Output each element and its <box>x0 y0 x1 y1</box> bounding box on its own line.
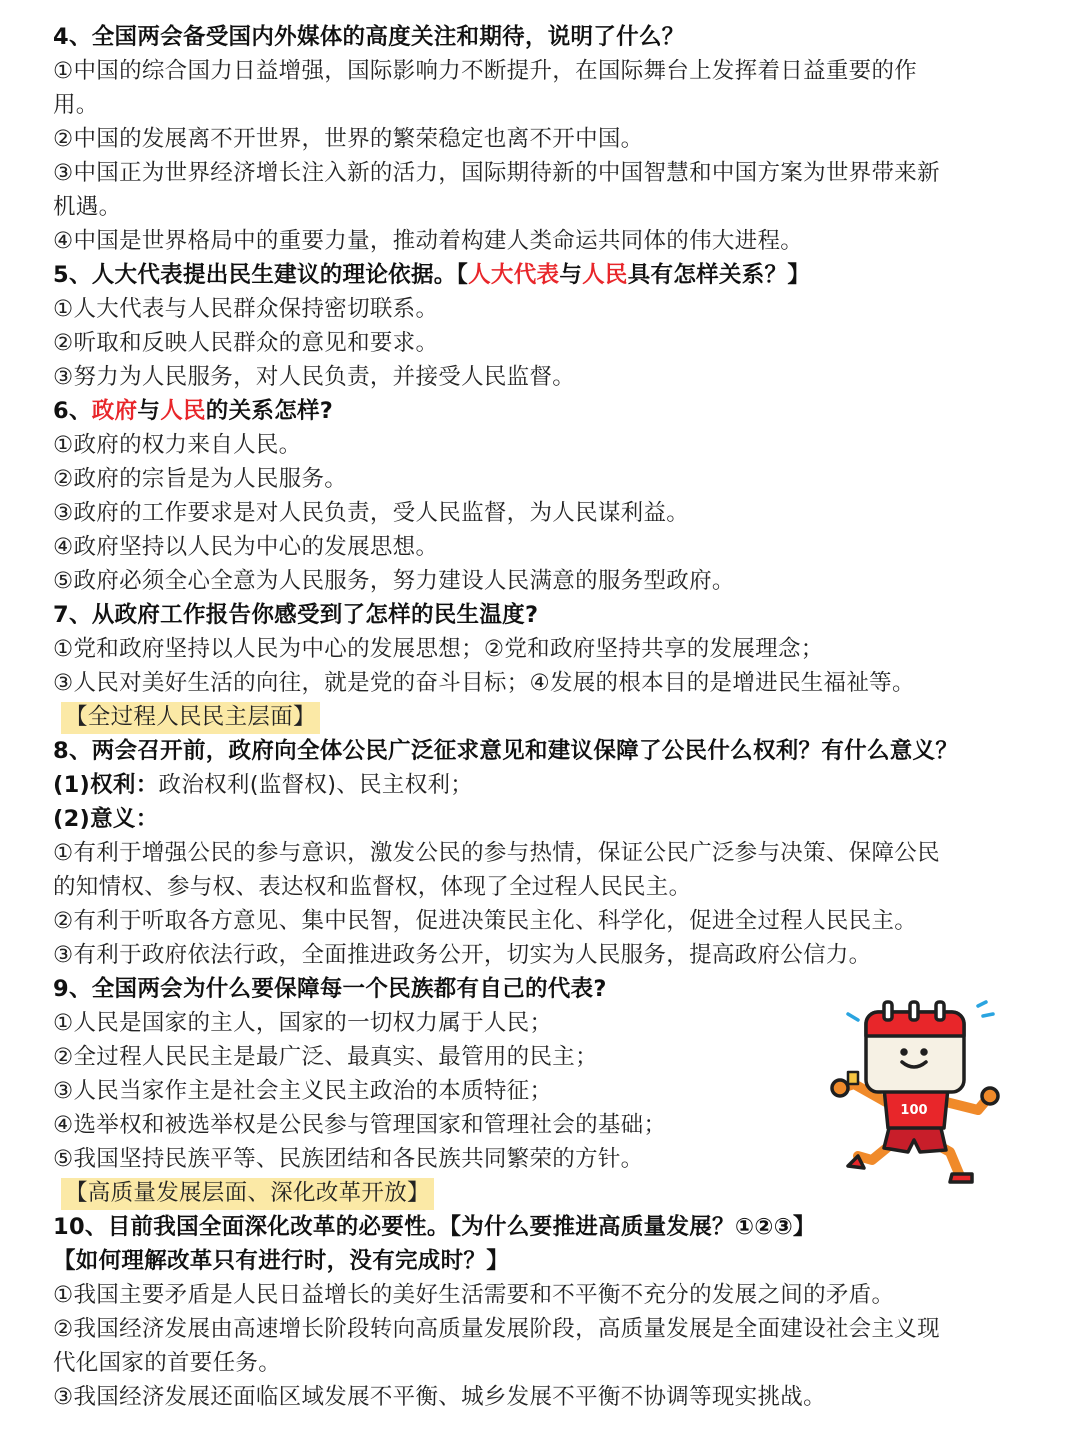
q7-answer-line-2: ③人民对美好生活的向往，就是党的奋斗目标；④发展的根本目的是增进民生福祉等。 <box>53 670 915 696</box>
mascot-badge-text: 100 <box>900 1103 928 1118</box>
question-7-title: 7、从政府工作报告你感受到了怎样的民生温度? <box>53 602 539 628</box>
q10-answer-2-cont: 代化国家的首要任务。 <box>53 1350 282 1376</box>
q10-answer-3: ③我国经济发展还面临区域发展不平衡、城乡发展不平衡不协调等现实挑战。 <box>53 1384 826 1410</box>
q9-answer-5: ⑤我国坚持民族平等、民族团结和各民族共同繁荣的方针。 <box>53 1146 644 1172</box>
question-4-title: 4、全国两会备受国内外媒体的高度关注和期待，说明了什么？ <box>53 24 685 50</box>
q6-answer-3: ③政府的工作要求是对人民负责，受人民监督，为人民谋利益。 <box>53 500 690 526</box>
q6-title-tail: 的关系怎样? <box>205 398 334 424</box>
question-10-subtitle: 【如何理解改革只有进行时，没有完成时？】 <box>53 1248 510 1274</box>
q10-answer-2: ②我国经济发展由高速增长阶段转向高质量发展阶段，高质量发展是全面建设社会主义现 <box>53 1316 940 1342</box>
question-6-title <box>53 394 1033 428</box>
q5-answer-3: ③努力为人民服务，对人民负责，并接受人民监督。 <box>53 364 576 390</box>
q6-answer-1: ①政府的权力来自人民。 <box>53 432 302 458</box>
q6-title-mid: 与 <box>137 398 161 424</box>
q6-answer-5: ⑤政府必须全心全意为人民服务，努力建设人民满意的服务型政府。 <box>53 568 735 594</box>
q5-red-term-2: 人民 <box>582 262 628 288</box>
q6-num: 6、 <box>53 398 92 424</box>
q8-rights-text: 政治权利(监督权)、民主权利； <box>158 772 474 798</box>
q10-answer-1: ①我国主要矛盾是人民日益增长的美好生活需要和不平衡不充分的发展之间的矛盾。 <box>53 1282 895 1308</box>
question-10-title: 10、目前我国全面深化改革的必要性。【为什么要推进高质量发展？①②③】 <box>53 1214 816 1240</box>
q4-answer-4: ④中国是世界格局中的重要力量，推动着构建人类命运共同体的伟大进程。 <box>53 228 804 254</box>
q4-answer-1: ①中国的综合国力日益增强，国际影响力不断提升，在国际舞台上发挥着日益重要的作 <box>53 58 918 84</box>
q6-answer-2: ②政府的宗旨是为人民服务。 <box>53 466 348 492</box>
q9-answer-1: ①人民是国家的主人，国家的一切权力属于人民； <box>53 1010 553 1036</box>
q6-red-term-2: 人民 <box>160 398 206 424</box>
section-highlight-2: 【高质量发展层面、深化改革开放】 <box>61 1178 434 1210</box>
q8-rights <box>53 768 1033 802</box>
notes-page <box>53 20 1033 1414</box>
q8-rights-label: (1)权利： <box>53 772 159 798</box>
section-heading-democracy <box>53 700 1033 734</box>
q5-red-term-1: 人大代表 <box>468 262 560 288</box>
question-5-title <box>53 258 1033 292</box>
q4-answer-1-cont: 用。 <box>53 92 99 118</box>
q9-answer-4: ④选举权和被选举权是公民参与管理国家和管理社会的基础； <box>53 1112 667 1138</box>
q5-title-a: 5、人大代表提出民生建议的理论依据。【 <box>53 262 469 288</box>
q7-answer-line-1: ①党和政府坚持以人民为中心的发展思想；②党和政府坚持共享的发展理念； <box>53 636 824 662</box>
q8-answer-3: ③有利于政府依法行政，全面推进政务公开，切实为人民服务，提高政府公信力。 <box>53 942 872 968</box>
q8-meaning-label: (2)意义： <box>53 806 159 832</box>
q6-answer-4: ④政府坚持以人民为中心的发展思想。 <box>53 534 439 560</box>
q5-title-mid: 与 <box>559 262 583 288</box>
q4-answer-3: ③中国正为世界经济增长注入新的活力，国际期待新的中国智慧和中国方案为世界带来新 <box>53 160 940 186</box>
q4-answer-3-cont: 机遇。 <box>53 194 122 220</box>
section-highlight-1: 【全过程人民民主层面】 <box>61 702 320 734</box>
q8-answer-1: ①有利于增强公民的参与意识，激发公民的参与热情，保证公民广泛参与决策、保障公民 <box>53 840 940 866</box>
question-9-title: 9、全国两会为什么要保障每一个民族都有自己的代表? <box>53 976 607 1002</box>
q9-answer-2: ②全过程人民民主是最广泛、最真实、最管用的民主； <box>53 1044 598 1070</box>
q4-answer-2: ②中国的发展离不开世界，世界的繁荣稳定也离不开中国。 <box>53 126 644 152</box>
q6-red-term-1: 政府 <box>91 398 138 424</box>
calendar-runner-mascot-icon <box>828 992 1006 1187</box>
q9-answer-3: ③人民当家作主是社会主义民主政治的本质特征； <box>53 1078 553 1104</box>
question-8-title: 8、两会召开前，政府向全体公民广泛征求意见和建议保障了公民什么权利？有什么意义？ <box>53 738 959 764</box>
q8-answer-2: ②有利于听取各方意见、集中民智，促进决策民主化、科学化，促进全过程人民民主。 <box>53 908 918 934</box>
q5-answer-1: ①人大代表与人民群众保持密切联系。 <box>53 296 439 322</box>
q5-answer-2: ②听取和反映人民群众的意见和要求。 <box>53 330 439 356</box>
q8-answer-1-cont: 的知情权、参与权、表达权和监督权，体现了全过程人民民主。 <box>53 874 692 900</box>
q5-title-b: 具有怎样关系？】 <box>627 262 811 288</box>
